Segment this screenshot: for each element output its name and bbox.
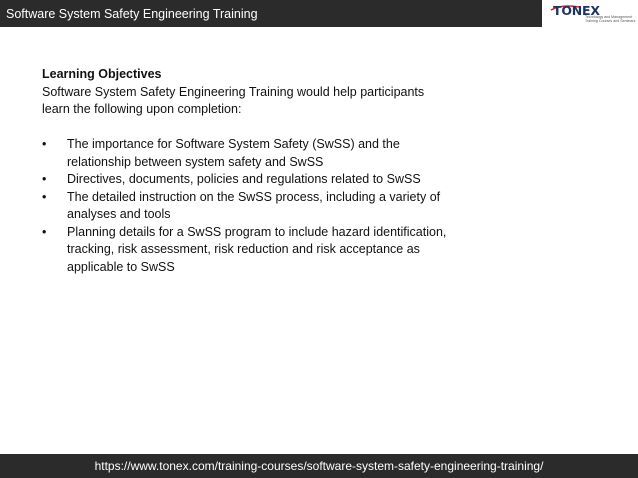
objective-text: The detailed instruction on the SwSS process, including a variety of analyses and tools (67, 189, 441, 221)
slide-content (42, 66, 462, 276)
bullet-icon: • (42, 224, 47, 239)
logo-tagline-line2: Training Courses and Seminars (585, 19, 636, 24)
list-item (42, 189, 462, 224)
footer-url-link[interactable]: https://www.tonex.com/training-courses/software-system-safety-engineering-training/ (94, 459, 544, 473)
logo-tagline (585, 15, 635, 23)
title-bar (0, 0, 542, 27)
page-title: Software System Safety Engineering Training (6, 6, 258, 21)
tonex-logo (548, 3, 636, 27)
logo-wordmark: TONEX (553, 3, 600, 18)
bullet-icon: • (42, 137, 47, 151)
footer-bar (0, 454, 638, 478)
logo-tagline-line1: Technology and Management (585, 15, 633, 19)
objective-text: Planning details for a SwSS program to include hazard identification, tracking, risk assessment, risk reduction and risk acceptance as applicable to SwSS (67, 224, 447, 274)
objective-text: Directives, documents, policies and regulations related to SwSS (67, 172, 421, 186)
list-item (42, 136, 462, 171)
objectives-list (42, 136, 462, 276)
objective-text: The importance for Software System Safety (SwSS) and the relationship between system safety and SwSS (67, 137, 400, 169)
section-heading: Learning Objectives (42, 67, 162, 81)
list-item (42, 171, 462, 189)
bullet-icon: • (42, 172, 47, 186)
list-item (42, 224, 462, 277)
bullet-icon: • (42, 189, 47, 204)
intro-paragraph: Software System Safety Engineering Training would help participants learn the following upon completion: (42, 84, 425, 116)
paragraph-spacer (42, 119, 462, 137)
